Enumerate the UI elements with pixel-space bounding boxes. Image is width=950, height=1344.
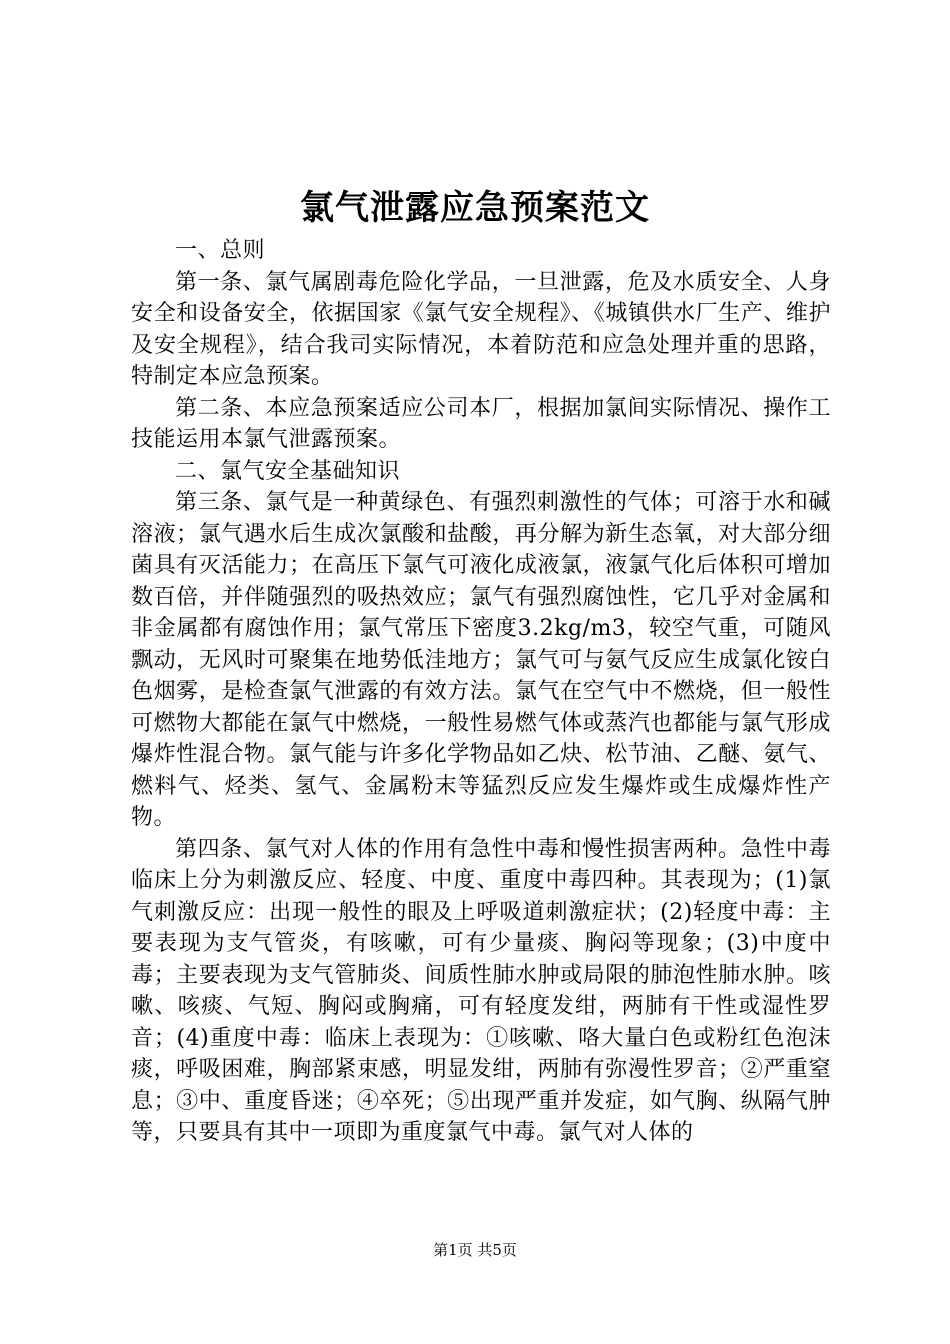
page-footer: 第1页 共5页 xyxy=(433,1241,517,1259)
article-4-paragraph: 第四条、氯气对人体的作用有急性中毒和慢性损害两种。急性中毒临床上分为刺激反应、轻度、中度、重度中毒四种。其表现为；(1)氯气刺激反应：出现一般性的眼及上呼吸道刺激症状；(2)轻度中毒：主要表现为支气管炎，有咳嗽，可有少量痰、胸闷等现象；(3)中度中毒；主要表现为支气管肺炎、间质性肺水肿或局限的肺泡性肺水肿。咳嗽、咳痰、气短、胸闷或胸痛，可有轻度发绀，两肺有干性或湿性罗音；(4)重度中毒：临床上表现为：①咳嗽、咯大量白色或粉红色泡沫痰，呼吸困难，胸部紧束感，明显发绀，两肺有弥漫性罗音；②严重窒息；③中、重度昏迷；④卒死；⑤出现严重并发症，如气胸、纵隔气肿等，只要具有其中一项即为重度氯气中毒。氯气对人体的 xyxy=(131,836,831,1145)
section-heading-general: 一、总则 xyxy=(175,238,266,263)
article-2-paragraph: 第二条、本应急预案适应公司本厂，根据加氯间实际情况、操作工技能运用本氯气泄露预案。 xyxy=(131,395,831,452)
document-body xyxy=(131,235,831,1149)
article-1-paragraph: 第一条、氯气属剧毒危险化学品，一旦泄露，危及水质安全、人身安全和设备安全，依据国家《氯气安全规程》、《城镇供水厂生产、维护及安全规程》，结合我司实际情况，本着防范和应急处理并重的思路，特制定本应急预案。 xyxy=(131,269,831,389)
document-title: 氯气泄露应急预案范文 xyxy=(300,188,650,228)
article-3-paragraph: 第三条、氯气是一种黄绿色、有强烈刺激性的气体；可溶于水和碱溶液；氯气遇水后生成次氯酸和盐酸，再分解为新生态氧，对大部分细菌具有灭活能力；在高压下氯气可液化成液氯，液氯气化后体积可增加数百倍，并伴随强烈的吸热效应；氯气有强烈腐蚀性，它几乎对金属和非金属都有腐蚀作用；氯气常压下密度3.2kg/m3，较空气重，可随风飘动，无风时可聚集在地势低洼地方；氯气可与氨气反应生成氯化铵白色烟雾，是检查氯气泄露的有效方法。氯气在空气中不燃烧，但一般性可燃物大都能在氯气中燃烧，一般性易燃气体或蒸汽也都能与氯气形成爆炸性混合物。氯气能与许多化学物品如乙炔、松节油、乙醚、氨气、燃料气、烃类、氢气、金属粉末等猛烈反应发生爆炸或生成爆炸性产物。 xyxy=(131,490,831,830)
section-heading-chlorine-basics: 二、氯气安全基础知识 xyxy=(175,458,401,484)
